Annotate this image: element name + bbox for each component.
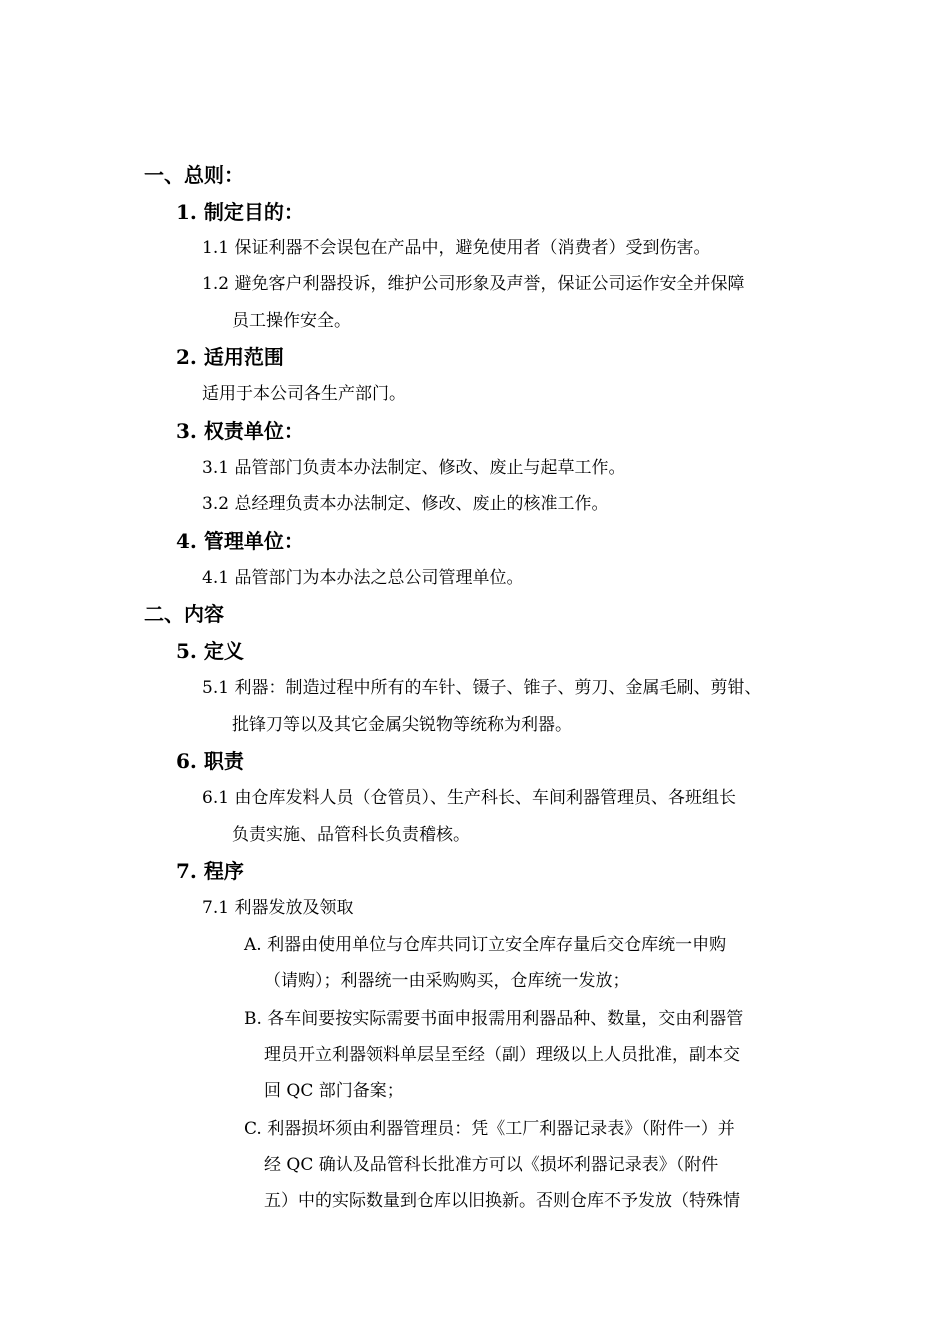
paragraph-2: 适用于本公司各生产部门。 [202,384,406,404]
paragraph-6-1-line2: 负责实施、品管科长负责稽核。 [232,825,470,845]
paragraph-5-1-line1: 5.1 利器：制造过程中所有的车针、镊子、锥子、剪刀、金属毛刷、剪钳、 [202,678,762,698]
item-C-line2: 经 QC 确认及品管科长批准方可以《损坏利器记录表》（附件 [264,1155,719,1175]
paragraph-1-1: 1.1 保证利器不会误包在产品中，避免使用者（消费者）受到伤害。 [202,238,711,258]
item-B-line2: 理员开立利器领料单层呈至经（副）理级以上人员批准，副本交 [264,1045,740,1065]
item-A-line1: A. 利器由使用单位与仓库共同订立安全库存量后交仓库统一申购 [244,935,727,955]
heading-duties: 6. 职责 [176,749,244,773]
item-B-line3: 回 QC 部门备案； [264,1081,404,1101]
heading-scope: 2. 适用范围 [176,345,284,369]
item-A-line2: （请购）；利器统一由采购购买，仓库统一发放； [264,971,630,991]
section-title-content: 二、内容 [144,602,224,626]
item-C-line3: 五）中的实际数量到仓库以旧换新。否则仓库不予发放（特殊情 [264,1191,740,1211]
heading-definition: 5. 定义 [176,639,244,663]
heading-purpose: 1. 制定目的： [176,200,304,224]
section-title-general: 一、总则： [144,163,244,187]
heading-management-unit: 4. 管理单位： [176,529,304,553]
paragraph-1-2-line1: 1.2 避免客户利器投诉，维护公司形象及声誉，保证公司运作安全并保障 [202,274,745,294]
paragraph-6-1-line1: 6.1 由仓库发料人员（仓管员）、生产科长、车间利器管理员、各班组长 [202,788,736,808]
item-C-line1: C. 利器损坏须由利器管理员：凭《工厂利器记录表》（附件一）并 [244,1119,735,1139]
paragraph-1-2-line2: 员工操作安全。 [232,311,351,331]
paragraph-5-1-line2: 批锋刀等以及其它金属尖锐物等统称为利器。 [232,715,572,735]
paragraph-3-1: 3.1 品管部门负责本办法制定、修改、废止与起草工作。 [202,458,626,478]
heading-responsible-units: 3. 权责单位： [176,419,304,443]
paragraph-7-1: 7.1 利器发放及领取 [202,898,354,918]
paragraph-4-1: 4.1 品管部门为本办法之总公司管理单位。 [202,568,524,588]
heading-procedure: 7. 程序 [176,859,244,883]
paragraph-3-2: 3.2 总经理负责本办法制定、修改、废止的核准工作。 [202,494,609,514]
item-B-line1: B. 各车间要按实际需要书面申报需用利器品种、数量，交由利器管 [244,1009,744,1029]
